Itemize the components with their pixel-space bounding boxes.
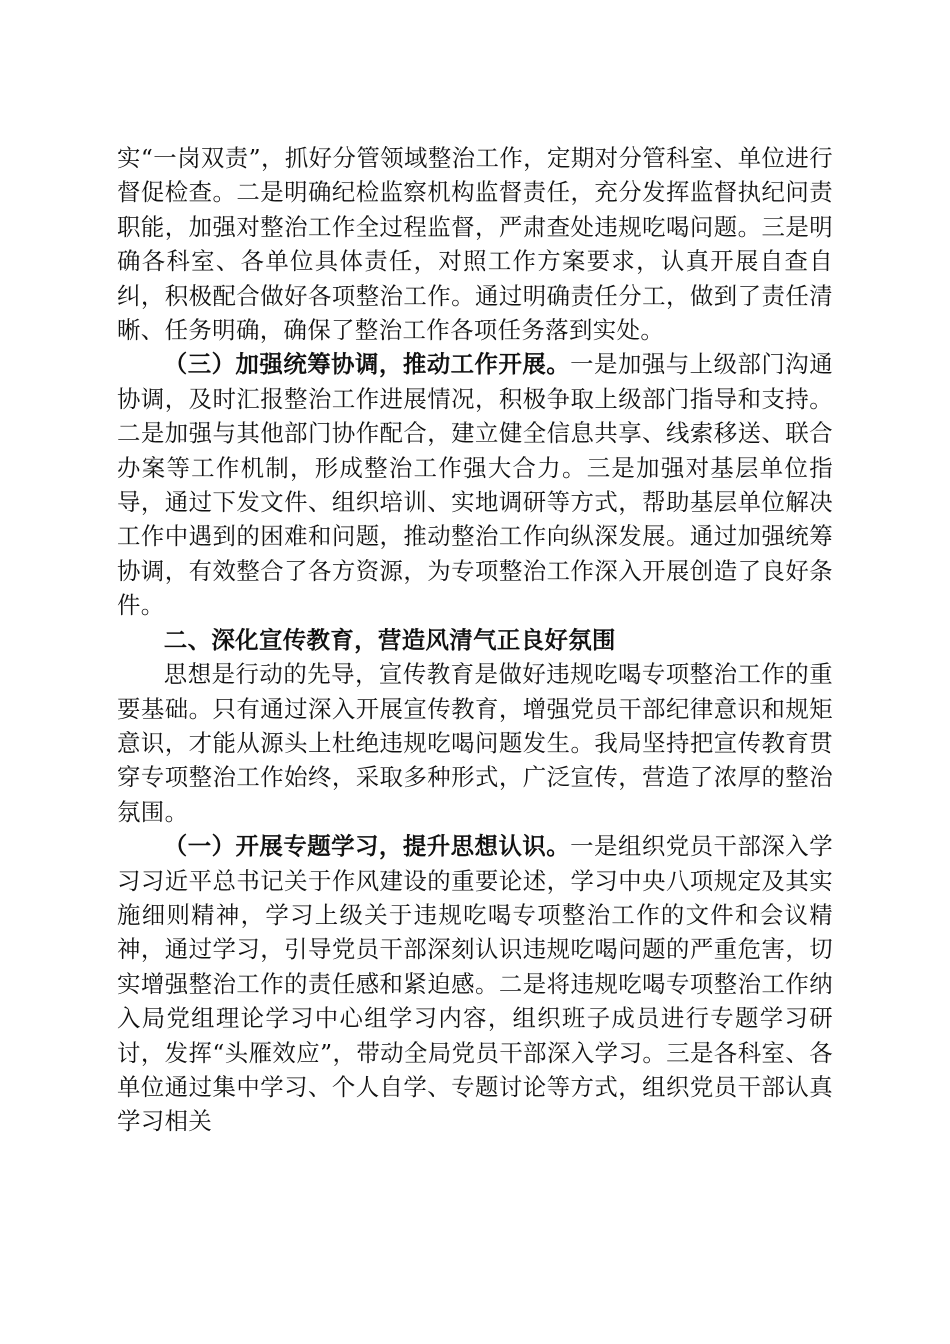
document-body [117,141,833,1139]
paragraph-coordination [117,347,833,622]
paragraph-lead: （一）开展专题学习，提升思想认识。 [163,832,571,861]
section-heading: 二、深化宣传教育，营造风清气正良好氛围 [163,625,616,654]
paragraph-education-intro [117,657,833,829]
paragraph-lead: （三）加强统筹协调，推动工作开展。 [163,350,571,379]
paragraph-text: 实“一岗双责”，抓好分管领域整治工作，定期对分管科室、单位进行督促检查。二是明确纪检监察机构监督责任，充分发挥监督执纪问责职能，加强对整治工作全过程监督，严肃查处违规吃喝问题。三是明确各科室、各单位具体责任，对照工作方案要求，认真开展自查自纠，积极配合做好各项整治工作。通过明确责任分工，做到了责任清晰、任务明确，确保了整治工作各项任务落到实处。 [117,144,833,345]
paragraph-special-study [117,829,833,1139]
paragraph-text: 一是加强与上级部门沟通协调，及时汇报整治工作进展情况，积极争取上级部门指导和支持。二是加强与其他部门协作配合，建立健全信息共享、线索移送、联合办案等工作机制，形成整治工作强大合力。三是加强对基层单位指导，通过下发文件、组织培训、实地调研等方式，帮助基层单位解决工作中遇到的困难和问题，推动整治工作向纵深发展。通过加强统筹协调，有效整合了各方资源，为专项整治工作深入开展创造了良好条件。 [117,350,833,620]
paragraph-text: 思想是行动的先导，宣传教育是做好违规吃喝专项整治工作的重要基础。只有通过深入开展宣传教育，增强党员干部纪律意识和规矩意识，才能从源头上杜绝违规吃喝问题发生。我局坚持把宣传教育贯穿专项整治工作始终，采取多种形式，广泛宣传，营造了浓厚的整治氛围。 [117,660,833,826]
paragraph-responsibility-continued [117,141,833,347]
paragraph-text: 一是组织党员干部深入学习习近平总书记关于作风建设的重要论述，学习中央八项规定及其实施细则精神，学习上级关于违规吃喝专项整治工作的文件和会议精神，通过学习，引导党员干部深刻认识违规吃喝问题的严重危害，切实增强整治工作的责任感和紧迫感。二是将违规吃喝专项整治工作纳入局党组理论学习中心组学习内容，组织班子成员进行专题学习研讨，发挥“头雁效应”，带动全局党员干部深入学习。三是各科室、各单位通过集中学习、个人自学、专题讨论等方式，组织党员干部认真学习相关 [117,832,833,1136]
